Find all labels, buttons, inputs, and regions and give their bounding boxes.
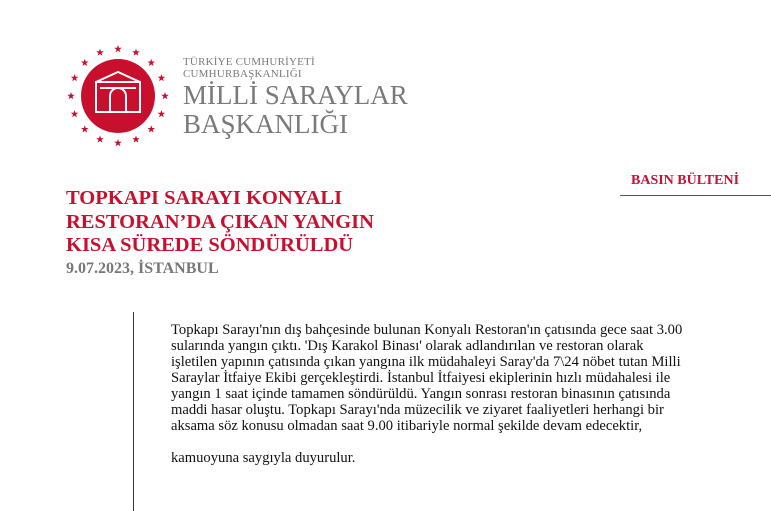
star-icon bbox=[71, 74, 79, 81]
star-icon bbox=[114, 139, 122, 146]
press-release-label: BASIN BÜLTENİ bbox=[631, 173, 740, 188]
org-line-2: CUMHURBAŞKANLIĞI bbox=[183, 68, 302, 80]
closing-line: kamuoyuna saygıyla duyurulur. bbox=[171, 450, 356, 466]
star-icon bbox=[67, 92, 75, 99]
body-line: aksama söz konusu olmadan saat 9.00 itibariyle normal şekilde devam edecektir, bbox=[171, 418, 643, 434]
headline-line: KISA SÜREDE SÖNDÜRÜLDÜ bbox=[66, 234, 354, 256]
star-icon bbox=[158, 74, 166, 81]
body-line: işletilen yapının çatısında çıkan yangına ilk müdahaleyi Saray'da 7\24 nöbet tutan Milli bbox=[171, 354, 681, 370]
star-icon bbox=[147, 59, 155, 66]
star-icon bbox=[71, 110, 79, 117]
star-icon bbox=[132, 49, 140, 56]
star-icon bbox=[132, 135, 140, 142]
star-icon bbox=[81, 59, 89, 66]
divider bbox=[620, 195, 771, 196]
body-line: sularında yangın çıktı. 'Dış Karakol Binası' olarak adlandırılan ve restoran olarak bbox=[171, 338, 644, 354]
star-icon bbox=[147, 125, 155, 132]
star-icon bbox=[114, 45, 122, 52]
headline bbox=[66, 187, 374, 258]
body-line: Topkapı Sarayı'nın dış bahçesinde bulunan Konyalı Restoran'ın çatısında gece saat 3.00 bbox=[171, 322, 683, 338]
headline-line: TOPKAPI SARAYI KONYALI bbox=[66, 187, 343, 209]
dateline: 9.07.2023, İSTANBUL bbox=[66, 260, 219, 277]
star-icon bbox=[161, 92, 169, 99]
star-icon bbox=[96, 135, 104, 142]
margin-rule bbox=[133, 312, 134, 511]
org-line-4: BAŞKANLIĞI bbox=[183, 109, 348, 139]
body-text bbox=[171, 322, 683, 466]
body-line: Saraylar İtfaiye Ekibi gerçekleştirdi. İstanbul İtfaiyesi ekiplerinin hızlı müdahalesi ile bbox=[171, 370, 671, 386]
org-line-3: MİLLİ SARAYLAR bbox=[183, 80, 408, 110]
star-icon bbox=[158, 110, 166, 117]
org-line-1: TÜRKİYE CUMHURİYETİ bbox=[183, 56, 315, 68]
body-line: maddi hasar oluştu. Topkapı Sarayı'nda müzecilik ve ziyaret faaliyetleri herhangi bir bbox=[171, 402, 664, 418]
star-icon bbox=[81, 125, 89, 132]
headline-line: RESTORAN’DA ÇIKAN YANGIN bbox=[66, 210, 374, 233]
body-line: yangın 1 saat içinde tamamen söndürüldü. Yangın sonrası restoran binasının çatısında bbox=[171, 386, 671, 402]
star-icon bbox=[96, 49, 104, 56]
organization-name bbox=[183, 56, 408, 138]
milli-saraylar-logo bbox=[66, 44, 170, 148]
